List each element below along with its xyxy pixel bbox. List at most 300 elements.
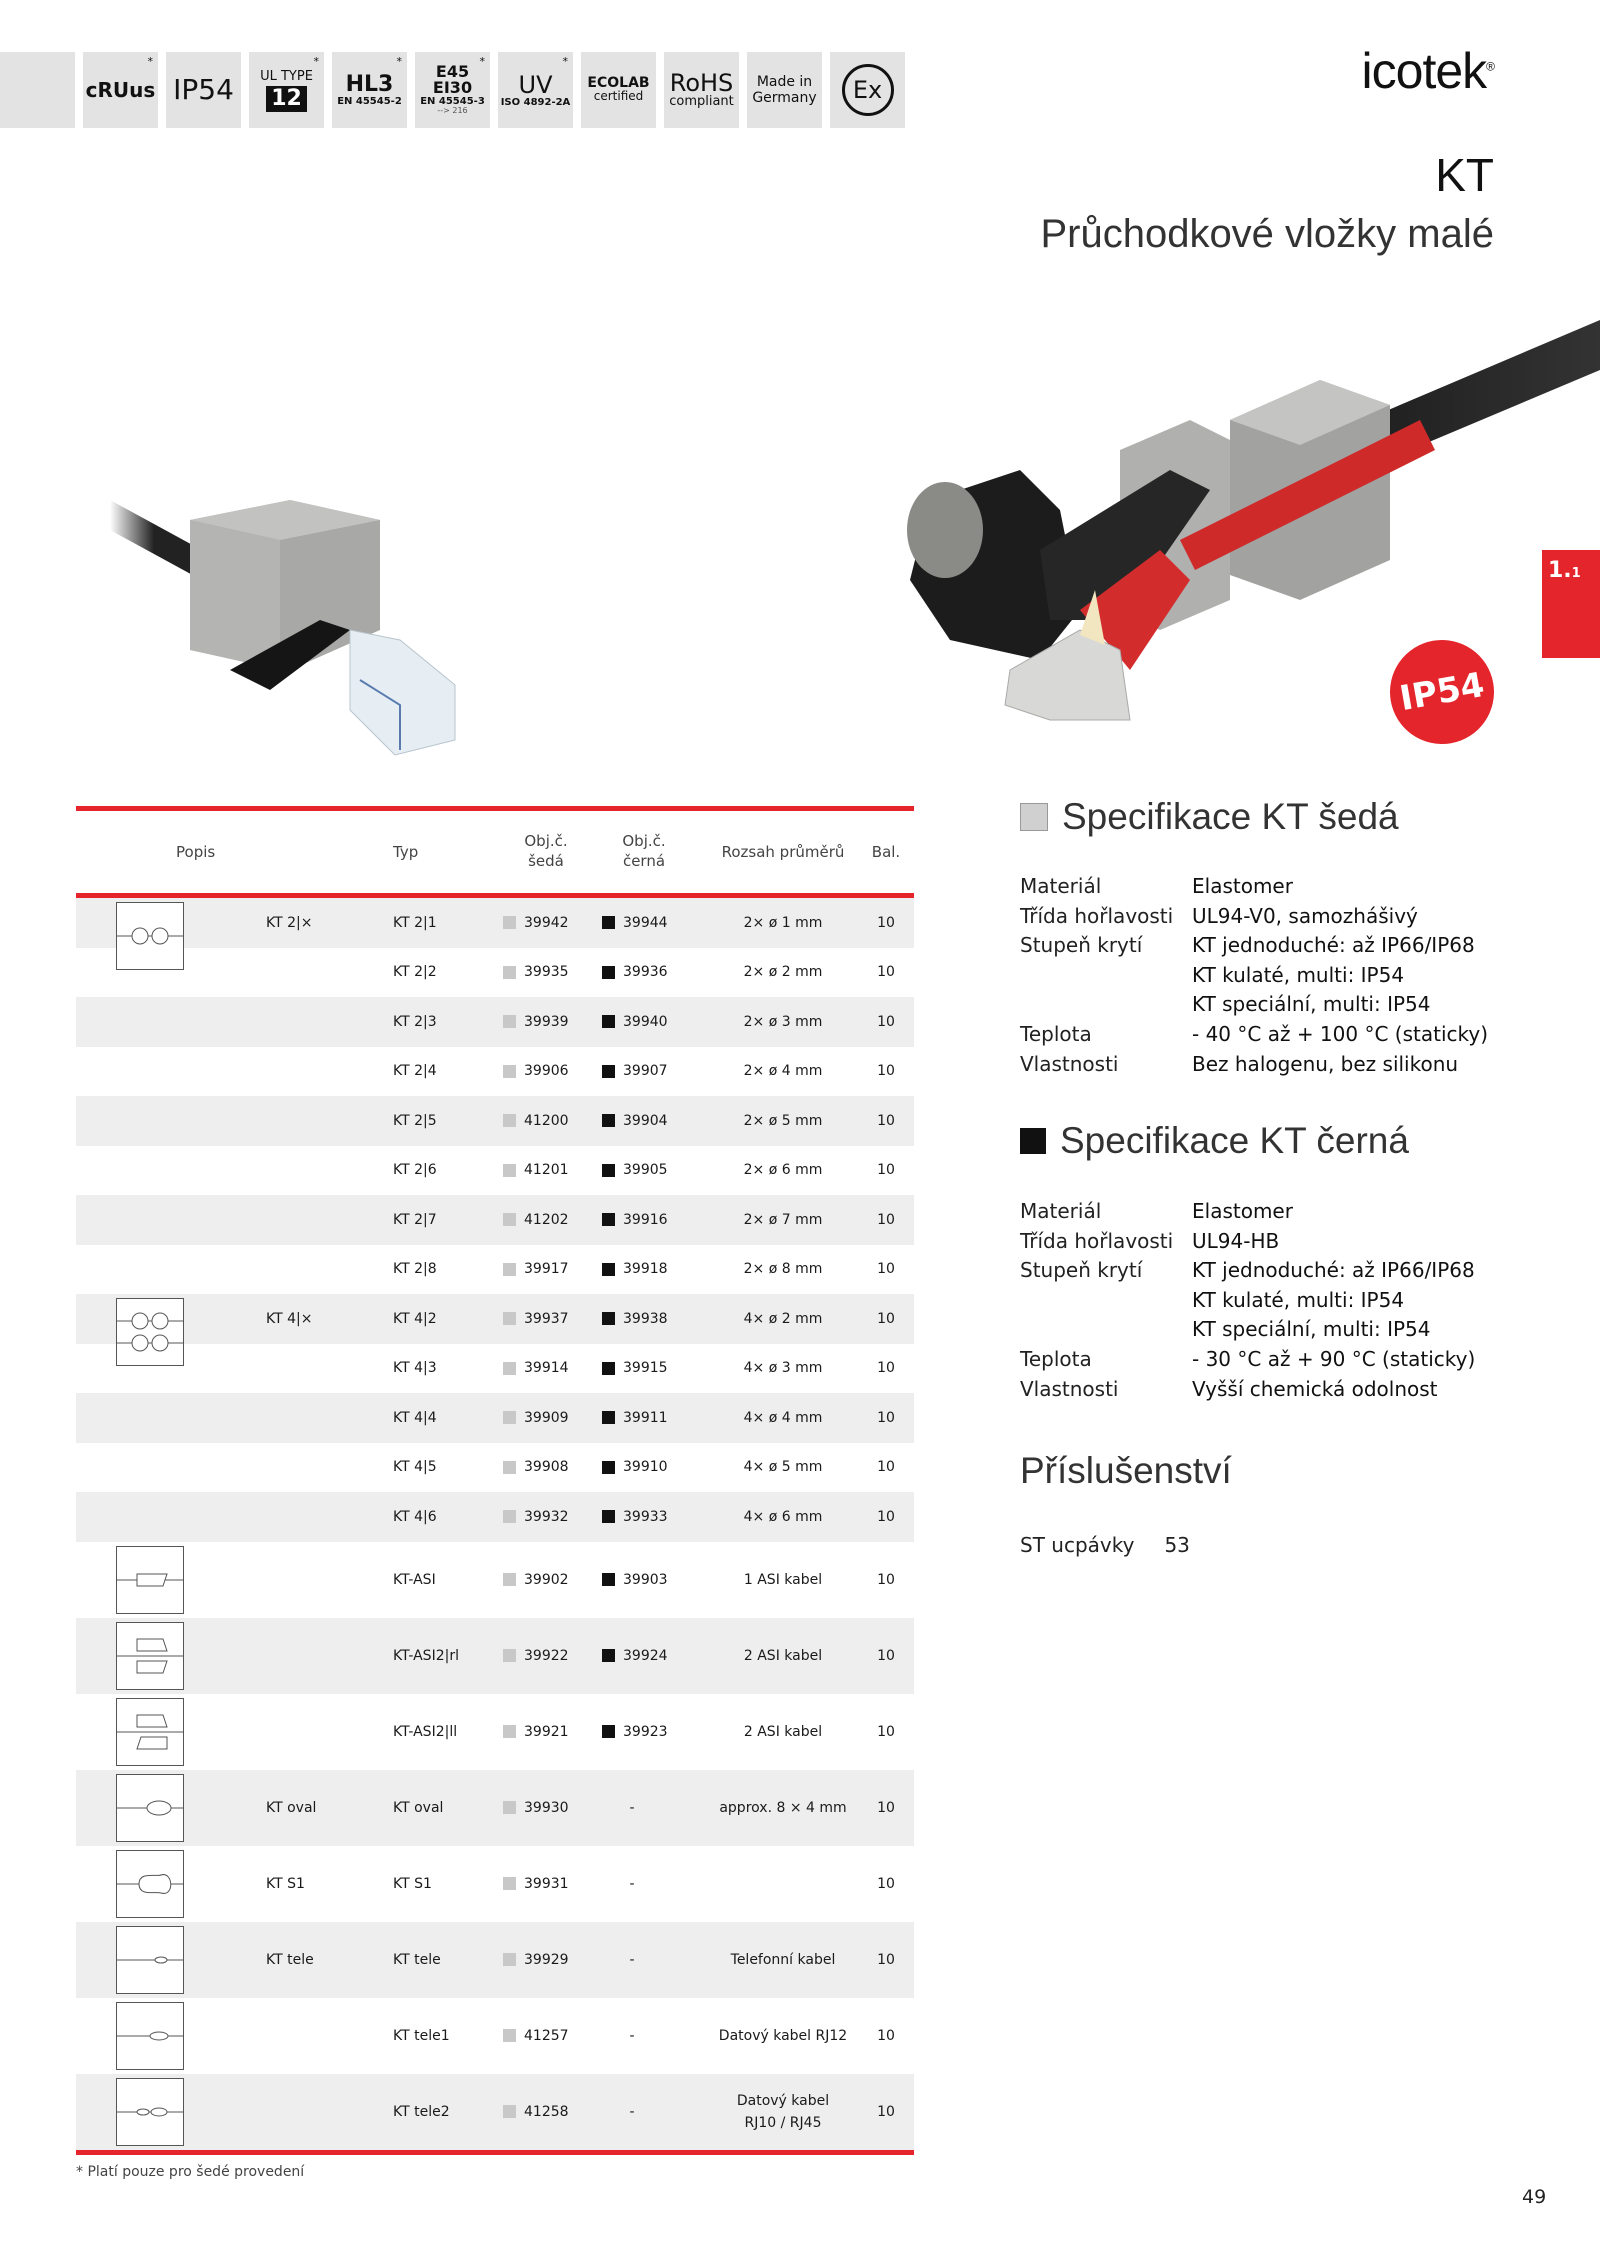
- spec-black-title: Specifikace KT černá: [1060, 1120, 1409, 1161]
- cell-range: approx. 8 × 4 mm: [719, 1799, 847, 1816]
- spec-value: Elastomer: [1192, 1199, 1293, 1223]
- spec-value: KT kulaté, multi: IP54: [1192, 1287, 1405, 1312]
- cell-grey-order: [503, 1360, 593, 1376]
- spec-key: [1020, 1286, 1192, 1316]
- cell-black-order: [602, 1876, 662, 1892]
- accessories-title: Příslušenství: [1020, 1450, 1232, 1491]
- accessories-item-name: ST ucpávky: [1020, 1533, 1135, 1557]
- cell-grey-order: [503, 1014, 593, 1030]
- table-row: [76, 1195, 914, 1245]
- header-grey: [506, 831, 586, 871]
- cert-hl3: [332, 52, 407, 128]
- cell-black-order: [602, 1311, 692, 1327]
- cell-typ: KT 2|4: [393, 1063, 437, 1080]
- grey-order-number: 41201: [524, 1162, 569, 1179]
- spec-value: - 30 °C až + 90 °C (staticky): [1192, 1346, 1476, 1371]
- grey-swatch-icon: [503, 1649, 516, 1662]
- table-row: [76, 948, 914, 998]
- grey-swatch-icon: [503, 1411, 516, 1424]
- cell-typ: KT oval: [393, 1799, 444, 1816]
- black-swatch-icon: [602, 1510, 615, 1523]
- cell-typ: KT 2|2: [393, 964, 437, 981]
- product-photo-multi: [890, 300, 1600, 740]
- grey-order-number: 39935: [524, 964, 569, 981]
- brand-logo: [1362, 42, 1494, 100]
- black-order-number: 39915: [623, 1360, 668, 1377]
- brand-reg-mark: ®: [1486, 59, 1494, 74]
- grey-order-number: 41200: [524, 1112, 569, 1129]
- product-title: Průchodkové vložky malé: [1040, 212, 1494, 256]
- table-row: [76, 1542, 914, 1618]
- grey-swatch-icon: [503, 1461, 516, 1474]
- spec-row: [1020, 990, 1488, 1020]
- cell-bal: 10: [877, 1571, 895, 1588]
- cell-typ: KT 2|7: [393, 1211, 437, 1228]
- black-order-number: 39910: [623, 1459, 668, 1476]
- black-order-number: 39940: [623, 1013, 668, 1030]
- table-row: [76, 1294, 914, 1344]
- grey-swatch-icon: [503, 1164, 516, 1177]
- grey-order-number: 39939: [524, 1013, 569, 1030]
- cell-bal: 10: [877, 1063, 895, 1080]
- cell-range: 4× ø 4 mm: [743, 1409, 823, 1426]
- spec-row: [1020, 902, 1488, 932]
- cell-range: 2× ø 7 mm: [743, 1211, 823, 1228]
- spec-value: Bez halogenu, bez silikonu: [1192, 1051, 1459, 1076]
- footnote: * Platí pouze pro šedé provedení: [76, 2164, 305, 2180]
- cert-ex-label: Ex: [852, 76, 883, 104]
- black-swatch-icon: [602, 1263, 615, 1276]
- cert-ul-label: cRUus: [85, 78, 156, 102]
- table-row: [76, 1922, 914, 1998]
- spec-key: Materiál: [1020, 874, 1102, 898]
- cert-strip-lead: [0, 52, 75, 128]
- cell-grey-order: [503, 1063, 593, 1079]
- black-order-number: -: [629, 2027, 635, 2044]
- cell-black-order: [602, 1261, 692, 1277]
- black-order-number: -: [629, 2103, 635, 2120]
- grey-order-number: 39908: [524, 1459, 569, 1476]
- spec-value: KT jednoduché: až IP66/IP68: [1192, 1258, 1475, 1283]
- black-order-number: 39936: [623, 964, 668, 981]
- grey-order-number: 41258: [524, 2103, 569, 2120]
- ex-icon: [842, 64, 894, 116]
- black-order-number: 39933: [623, 1508, 668, 1525]
- cell-range: 2 ASI kabel: [743, 1647, 823, 1664]
- cell-range: [698, 2090, 868, 2134]
- table-body: [76, 898, 914, 2150]
- cert-star: *: [396, 55, 402, 68]
- cell-popis: KT 4|×: [266, 1310, 313, 1327]
- tele-pictogram-icon: [116, 1926, 184, 1994]
- cert-ecolab: [581, 52, 656, 128]
- cell-black-order: [602, 1162, 692, 1178]
- cell-typ: KT tele2: [393, 2103, 450, 2120]
- cert-e45: [415, 52, 490, 128]
- cell-black-order: [602, 1724, 692, 1740]
- cell-black-order: [602, 915, 692, 931]
- chapter-tab-main: 1.: [1548, 558, 1572, 583]
- table-row: [76, 1146, 914, 1196]
- cert-made-in-line1: Made in: [756, 73, 813, 90]
- spec-key: [1020, 961, 1192, 991]
- cell-range: 2× ø 5 mm: [743, 1112, 823, 1129]
- cell-black-order: [602, 1952, 662, 1968]
- cert-ul-type: [249, 52, 324, 128]
- asi-pictogram-icon: [116, 1546, 184, 1614]
- cell-typ: KT 4|6: [393, 1508, 437, 1525]
- cell-bal: 10: [877, 1261, 895, 1278]
- accessories-item: [1020, 1533, 1190, 1557]
- cell-range: 2× ø 6 mm: [743, 1162, 823, 1179]
- cell-black-order: [602, 1800, 662, 1816]
- spec-key: [1020, 990, 1192, 1020]
- cell-grey-order: [503, 1113, 593, 1129]
- black-order-number: -: [629, 1875, 635, 1892]
- cell-grey-order: [503, 1876, 593, 1892]
- cell-black-order: [602, 1113, 692, 1129]
- grey-order-number: 39931: [524, 1875, 569, 1892]
- cell-bal: 10: [877, 2103, 895, 2120]
- black-swatch-icon: [602, 1362, 615, 1375]
- header-range: Rozsah průměrů: [721, 843, 845, 861]
- spec-key: Teplota: [1020, 1021, 1092, 1046]
- cell-bal: 10: [877, 1409, 895, 1426]
- spec-grey-title: Specifikace KT šedá: [1062, 796, 1399, 837]
- spec-row: [1020, 1315, 1475, 1345]
- black-swatch-icon: [602, 1015, 615, 1028]
- cell-black-order: [602, 1459, 692, 1475]
- grey-swatch-icon: [503, 1510, 516, 1523]
- cert-uv-label: UV: [518, 70, 553, 99]
- cell-range: 2× ø 3 mm: [743, 1013, 823, 1030]
- cell-typ: KT-ASI2|rl: [393, 1647, 459, 1664]
- chapter-tab-sub: 1: [1571, 566, 1581, 581]
- spec-row: [1020, 1020, 1488, 1050]
- range-line2: RJ10 / RJ45: [744, 2114, 822, 2131]
- table-header: [76, 811, 914, 893]
- cert-star: *: [479, 55, 485, 68]
- cell-grey-order: [503, 1572, 593, 1588]
- cell-typ: KT 4|2: [393, 1310, 437, 1327]
- table-row: [76, 898, 914, 948]
- black-swatch-icon: [602, 1312, 615, 1325]
- grey-swatch-icon: [503, 1573, 516, 1586]
- cell-grey-order: [503, 1261, 593, 1277]
- grey-order-number: 39906: [524, 1063, 569, 1080]
- grey-swatch-icon: [503, 1263, 516, 1276]
- black-order-number: -: [629, 1951, 635, 1968]
- table-row: [76, 1443, 914, 1493]
- spec-value: Elastomer: [1192, 874, 1293, 898]
- accessories-item-page: 53: [1164, 1533, 1190, 1557]
- cell-typ: KT 2|6: [393, 1162, 437, 1179]
- spec-grey-heading: [1020, 796, 1399, 838]
- cell-typ: KT 2|5: [393, 1112, 437, 1129]
- cell-bal: 10: [877, 1723, 895, 1740]
- cert-ul-type-value: 12: [266, 86, 307, 112]
- product-photo-single: [110, 480, 490, 760]
- black-order-number: 39903: [623, 1571, 668, 1588]
- black-order-number: 39923: [623, 1723, 668, 1740]
- cell-grey-order: [503, 1648, 593, 1664]
- table-bottom-rule: [76, 2150, 914, 2155]
- spec-value: Vyšší chemická odolnost: [1192, 1376, 1438, 1401]
- table-row: [76, 1245, 914, 1295]
- header-grey-line2: šedá: [528, 852, 564, 870]
- tele2-pictogram-icon: [116, 2078, 184, 2146]
- grey-swatch-icon: [503, 1877, 516, 1890]
- black-order-number: 39916: [623, 1211, 668, 1228]
- cell-typ: KT 2|3: [393, 1013, 437, 1030]
- table-row: [76, 1344, 914, 1394]
- cert-ip54-label: IP54: [173, 73, 234, 106]
- cell-range: 1 ASI kabel: [743, 1571, 823, 1588]
- black-swatch-icon: [602, 1114, 615, 1127]
- cell-bal: 10: [877, 1875, 895, 1892]
- table-row: [76, 2074, 914, 2150]
- cell-black-order: [602, 2104, 662, 2120]
- cell-range: 2× ø 4 mm: [743, 1063, 823, 1080]
- cell-bal: 10: [877, 1162, 895, 1179]
- spec-row: [1020, 872, 1488, 902]
- spec-key: Stupeň krytí: [1020, 1258, 1143, 1283]
- cell-black-order: [602, 1410, 692, 1426]
- asi2-rl-pictogram-icon: [116, 1622, 184, 1690]
- spec-key: Vlastnosti: [1020, 1376, 1119, 1401]
- cert-ecolab-label: ECOLAB: [587, 75, 650, 92]
- cell-popis: KT tele: [266, 1951, 314, 1968]
- cell-black-order: [602, 1509, 692, 1525]
- black-swatch-icon: [602, 1411, 615, 1424]
- cell-typ: KT tele: [393, 1951, 441, 1968]
- cell-grey-order: [503, 915, 593, 931]
- cell-bal: 10: [877, 1310, 895, 1327]
- cert-e45-norm: EN 45545-3: [420, 96, 485, 108]
- cell-grey-order: [503, 1952, 593, 1968]
- page-number: 49: [1522, 2186, 1547, 2208]
- cell-bal: 10: [877, 1459, 895, 1476]
- cell-range: 4× ø 6 mm: [743, 1508, 823, 1525]
- grey-order-number: 41202: [524, 1211, 569, 1228]
- cell-typ: KT 4|4: [393, 1409, 437, 1426]
- cert-uv-norm: ISO 4892-2A: [500, 96, 571, 108]
- header-popis: Popis: [176, 843, 216, 861]
- grey-swatch-icon: [503, 2029, 516, 2042]
- spec-value: KT kulaté, multi: IP54: [1192, 962, 1405, 987]
- cell-popis: KT oval: [266, 1799, 317, 1816]
- cell-range: 2× ø 8 mm: [743, 1261, 823, 1278]
- cell-typ: KT 2|1: [393, 914, 437, 931]
- spec-row: [1020, 1256, 1475, 1286]
- table-row: [76, 1998, 914, 2074]
- spec-key: Vlastnosti: [1020, 1051, 1119, 1076]
- cell-typ: KT 4|3: [393, 1360, 437, 1377]
- grey-swatch-icon: [503, 1312, 516, 1325]
- cell-bal: 10: [877, 964, 895, 981]
- cell-range: 2× ø 1 mm: [743, 914, 823, 931]
- oval-pictogram-icon: [116, 1774, 184, 1842]
- cell-black-order: [602, 964, 692, 980]
- cell-typ: KT-ASI: [393, 1571, 436, 1588]
- s1-pictogram-icon: [116, 1850, 184, 1918]
- cert-star: *: [562, 55, 568, 68]
- cell-typ: KT 4|5: [393, 1459, 437, 1476]
- black-order-number: 39938: [623, 1310, 668, 1327]
- grey-order-number: 39914: [524, 1360, 569, 1377]
- grey-swatch-icon: [503, 1114, 516, 1127]
- cert-e45-ref: --> 216: [437, 106, 468, 116]
- spec-key: Materiál: [1020, 1199, 1102, 1223]
- brand-logo-text: icotek: [1361, 43, 1487, 99]
- spec-row: [1020, 1345, 1475, 1375]
- grey-swatch-icon: [1020, 803, 1048, 831]
- spec-value: KT jednoduché: až IP66/IP68: [1192, 933, 1475, 958]
- cell-bal: 10: [877, 1647, 895, 1664]
- cell-bal: 10: [877, 914, 895, 931]
- cert-star: *: [147, 55, 153, 68]
- grey-swatch-icon: [503, 1362, 516, 1375]
- table-row: [76, 1096, 914, 1146]
- black-order-number: 39907: [623, 1063, 668, 1080]
- black-swatch-icon: [602, 1461, 615, 1474]
- table-row: [76, 1047, 914, 1097]
- cell-bal: 10: [877, 1112, 895, 1129]
- grey-swatch-icon: [503, 1213, 516, 1226]
- black-order-number: 39924: [623, 1647, 668, 1664]
- spec-black-list: [1020, 1197, 1475, 1404]
- cell-typ: KT-ASI2|ll: [393, 1723, 458, 1740]
- cell-range: Telefonní kabel: [730, 1951, 836, 1968]
- cell-grey-order: [503, 2104, 593, 2120]
- cert-rohs: [664, 52, 739, 128]
- spec-value: UL94-HB: [1192, 1228, 1280, 1253]
- black-order-number: 39904: [623, 1112, 668, 1129]
- black-swatch-icon: [602, 1065, 615, 1078]
- grey-order-number: 39922: [524, 1647, 569, 1664]
- product-code: KT: [1435, 149, 1494, 201]
- spec-row: [1020, 1197, 1475, 1227]
- cell-black-order: [602, 1648, 692, 1664]
- cert-ecolab-sub: certified: [593, 89, 644, 104]
- cell-bal: 10: [877, 1799, 895, 1816]
- cert-ul-recognized: [83, 52, 158, 128]
- cell-range: 4× ø 2 mm: [743, 1310, 823, 1327]
- spec-value: KT speciální, multi: IP54: [1192, 1317, 1431, 1342]
- cell-black-order: [602, 1212, 692, 1228]
- table-row: [76, 997, 914, 1047]
- spec-value: - 40 °C až + 100 °C (staticky): [1192, 1021, 1489, 1046]
- cell-bal: 10: [877, 2027, 895, 2044]
- cell-bal: 10: [877, 1951, 895, 1968]
- cell-range: 4× ø 5 mm: [743, 1459, 823, 1476]
- black-order-number: 39911: [623, 1409, 668, 1426]
- grey-order-number: 39932: [524, 1508, 569, 1525]
- black-order-number: 39905: [623, 1162, 668, 1179]
- certification-strip: [0, 52, 913, 128]
- black-swatch-icon: [602, 1573, 615, 1586]
- cert-hl3-label: HL3: [345, 71, 394, 97]
- asi2-ll-pictogram-icon: [116, 1698, 184, 1766]
- range-line1: Datový kabel: [736, 2092, 830, 2109]
- cell-grey-order: [503, 1459, 593, 1475]
- cell-grey-order: [503, 1162, 593, 1178]
- cell-grey-order: [503, 1410, 593, 1426]
- header-black: [604, 831, 684, 871]
- spec-key: Stupeň krytí: [1020, 933, 1143, 958]
- cell-grey-order: [503, 1311, 593, 1327]
- black-swatch-icon: [602, 1649, 615, 1662]
- cert-made-in-line2: Germany: [752, 90, 817, 106]
- spec-row: [1020, 1375, 1475, 1405]
- grey-swatch-icon: [503, 1953, 516, 1966]
- spec-value: KT speciální, multi: IP54: [1192, 992, 1431, 1017]
- spec-grey-list: [1020, 872, 1488, 1079]
- grey-order-number: 39930: [524, 1799, 569, 1816]
- black-order-number: -: [629, 1799, 635, 1816]
- cell-grey-order: [503, 1212, 593, 1228]
- cell-range: 2 ASI kabel: [743, 1723, 823, 1740]
- cell-typ: KT tele1: [393, 2027, 450, 2044]
- header-grey-line1: Obj.č.: [524, 832, 568, 850]
- cert-hl3-norm: EN 45545-2: [337, 95, 402, 107]
- cell-black-order: [602, 1360, 692, 1376]
- cell-range: Datový kabel RJ12: [718, 2027, 848, 2044]
- spec-key: Teplota: [1020, 1346, 1092, 1371]
- cell-grey-order: [503, 1724, 593, 1740]
- cert-rohs-sub: compliant: [669, 93, 734, 109]
- black-swatch-icon: [602, 1164, 615, 1177]
- cell-range: 4× ø 3 mm: [743, 1360, 823, 1377]
- cell-typ: KT S1: [393, 1875, 432, 1892]
- cell-black-order: [602, 1014, 692, 1030]
- spec-key: Třída hořlavosti: [1020, 1228, 1174, 1253]
- grey-order-number: 39909: [524, 1409, 569, 1426]
- table-row: [76, 1393, 914, 1443]
- grey-order-number: 39917: [524, 1261, 569, 1278]
- cell-range: 2× ø 2 mm: [743, 964, 823, 981]
- grey-swatch-icon: [503, 1725, 516, 1738]
- grey-swatch-icon: [503, 916, 516, 929]
- cert-star: *: [313, 55, 319, 68]
- black-swatch-icon: [602, 1725, 615, 1738]
- grey-order-number: 39929: [524, 1951, 569, 1968]
- cell-bal: 10: [877, 1013, 895, 1030]
- cell-popis: KT 2|×: [266, 914, 313, 931]
- grey-order-number: 41257: [524, 2027, 569, 2044]
- cell-grey-order: [503, 1509, 593, 1525]
- header-bal: Bal.: [871, 843, 901, 861]
- cert-ex: [830, 52, 905, 128]
- spec-row: [1020, 961, 1488, 991]
- cert-uv: [498, 52, 573, 128]
- cert-made-in: [747, 52, 822, 128]
- spec-key: [1020, 1315, 1192, 1345]
- spec-value: UL94-V0, samozhášivý: [1192, 903, 1418, 928]
- grey-swatch-icon: [503, 2105, 516, 2118]
- cell-bal: 10: [877, 1360, 895, 1377]
- cell-black-order: [602, 2028, 662, 2044]
- grey-swatch-icon: [503, 1801, 516, 1814]
- black-order-number: 39918: [623, 1261, 668, 1278]
- grey-swatch-icon: [503, 1015, 516, 1028]
- product-table: [76, 806, 914, 2155]
- cert-rohs-label: RoHS: [669, 68, 734, 97]
- black-swatch-icon: [602, 1213, 615, 1226]
- black-swatch-icon: [1020, 1128, 1046, 1154]
- table-row: [76, 1618, 914, 1694]
- cell-bal: 10: [877, 1211, 895, 1228]
